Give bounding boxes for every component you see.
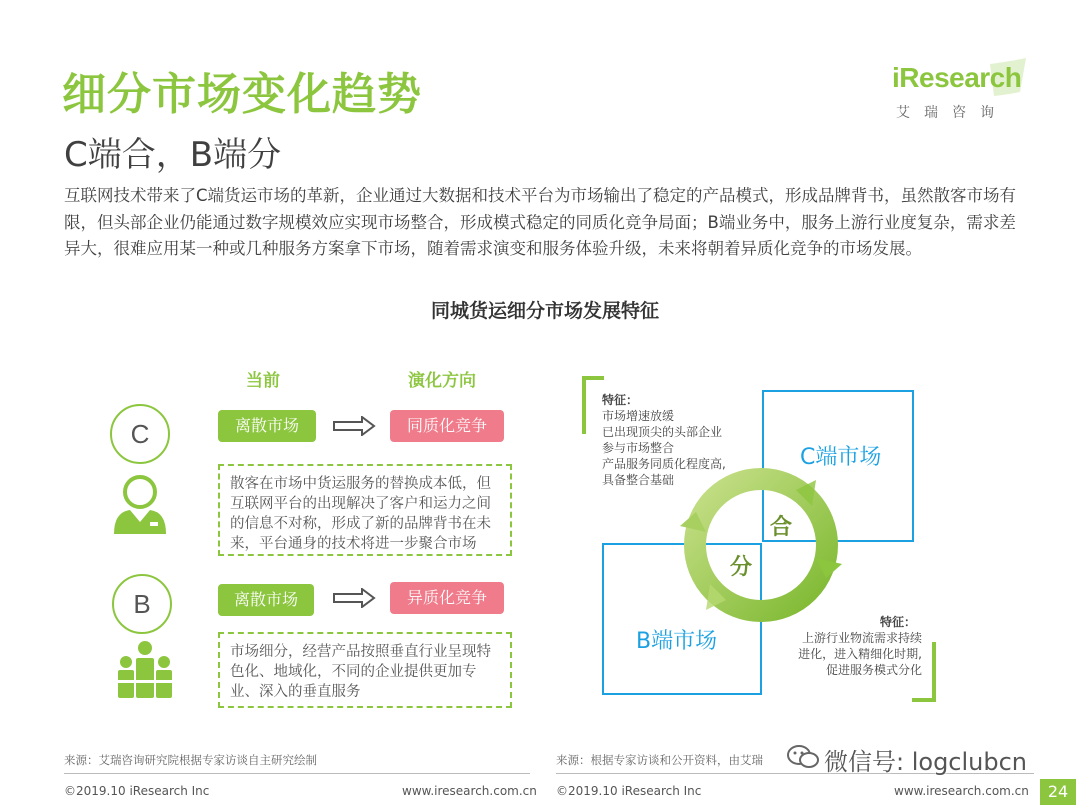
b-badge: B bbox=[112, 574, 172, 634]
group-icon bbox=[114, 640, 176, 700]
split-label: 分 bbox=[730, 555, 753, 580]
right-source-note: 来源：根据专家访谈和公开资料，由艾瑞 bbox=[556, 753, 763, 767]
iresearch-logo bbox=[890, 58, 1030, 128]
column-head-current: 当前 bbox=[246, 371, 280, 391]
c-future-pill: 同质化竞争 bbox=[390, 410, 504, 442]
c-feature-line: 已出现顶尖的头部企业 bbox=[602, 425, 723, 439]
b-description-box: 市场细分，经营产品按照垂直行业呈现特色化、地域化，不同的企业提供更加专业、深入的垂直服务 bbox=[218, 632, 512, 708]
page-subtitle: C端合，B端分 bbox=[64, 135, 282, 175]
c-feature-line: 产品服务同质化程度高, bbox=[602, 457, 726, 471]
column-head-direction: 演化方向 bbox=[408, 371, 476, 391]
logo-wordmark: iResearch bbox=[892, 62, 1022, 93]
c-current-pill: 离散市场 bbox=[218, 410, 316, 442]
left-url[interactable]: www.iresearch.com.cn bbox=[402, 784, 537, 798]
b-feature-line: 上游行业物流需求持续 bbox=[801, 631, 922, 645]
b-feature-head: 特征： bbox=[879, 615, 916, 629]
c-arrow-icon bbox=[332, 416, 376, 436]
b-current-pill: 离散市场 bbox=[218, 584, 314, 616]
person-icon bbox=[110, 474, 170, 536]
bottom-right-bracket bbox=[910, 640, 940, 704]
merge-label: 合 bbox=[770, 515, 793, 540]
c-market-label: C端市场 bbox=[800, 445, 882, 470]
c-feature-line: 参与市场整合 bbox=[602, 441, 675, 455]
page-title: 细分市场变化趋势 bbox=[62, 69, 422, 120]
c-description-box: 散客在市场中货运服务的替换成本低，但互联网平台的出现解决了客户和运力之间的信息不对称，形成了新的品牌背书在未来，平台通身的技术将进一步聚合市场 bbox=[218, 464, 512, 556]
right-url[interactable]: www.iresearch.com.cn bbox=[894, 784, 1029, 798]
logo-subtext: 艾瑞咨询 bbox=[896, 105, 1008, 121]
left-source-note: 来源：艾瑞咨询研究院根据专家访谈自主研究绘制 bbox=[64, 753, 317, 767]
right-copyright: ©2019.10 iResearch Inc bbox=[556, 784, 702, 798]
left-footer-divider bbox=[64, 773, 530, 774]
intro-paragraph: 互联网技术带来了C端货运市场的革新，企业通过大数据和技术平台为市场输出了稳定的产品模式，形成品牌背书，虽然散客市场有限，但头部企业仍能通过数字规模效应实现市场整合，形成模式稳定的同质化竞争局面；B端业务中，服务上游行业度复杂，需求差异大，很难应用某一种或几种服务方案拿下市场，随着需求演变和服务体验升级，未来将朝着异质化竞争的市场发展。 bbox=[64, 186, 1017, 258]
b-feature-line: 促进服务模式分化 bbox=[825, 663, 922, 677]
c-feature-line: 市场增速放缓 bbox=[602, 409, 675, 423]
b-arrow-icon bbox=[332, 588, 376, 608]
b-feature-line: 进化，进入精细化时期, bbox=[798, 647, 922, 661]
c-feature-head: 特征： bbox=[602, 393, 639, 407]
page-number: 24 bbox=[1040, 779, 1076, 805]
wechat-icon bbox=[786, 744, 820, 770]
cycle-ring-icon bbox=[676, 460, 846, 630]
b-market-label: B端市场 bbox=[636, 629, 718, 654]
c-badge: C bbox=[110, 404, 170, 464]
b-future-pill: 异质化竞争 bbox=[390, 582, 504, 614]
section-title: 同城货运细分市场发展特征 bbox=[430, 300, 659, 322]
watermark-text: 微信号: logclubcn bbox=[824, 748, 1028, 776]
c-feature-line: 具备整合基础 bbox=[602, 473, 675, 487]
left-copyright: ©2019.10 iResearch Inc bbox=[64, 784, 210, 798]
b-feature-box bbox=[778, 614, 922, 678]
